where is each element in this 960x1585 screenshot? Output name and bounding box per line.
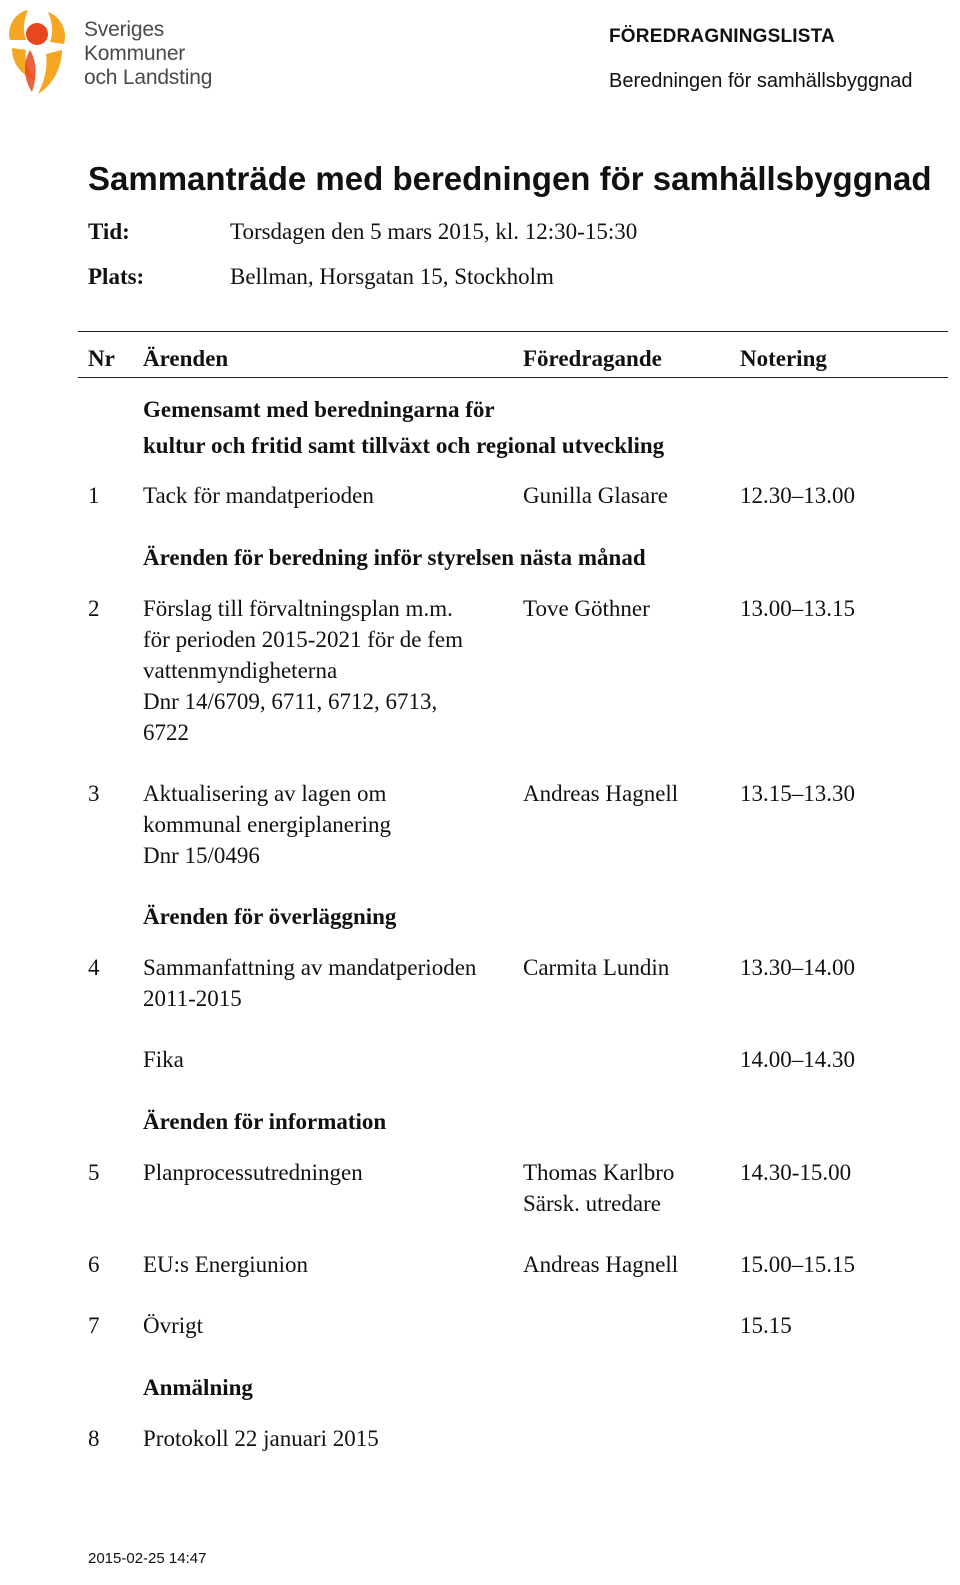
org-name-line-1: Sveriges (84, 18, 165, 41)
org-logo-mark-icon (2, 4, 72, 96)
item-number: 3 (88, 781, 100, 806)
place-label: Plats: (88, 264, 145, 289)
item-presenter: Andreas Hagnell (523, 1252, 679, 1277)
item-title: kommunal energiplanering (143, 812, 392, 837)
item-title: Övrigt (143, 1313, 204, 1338)
table-top-rule (78, 331, 948, 332)
section-heading: Ärenden för överläggning (143, 904, 397, 929)
item-time: 15.00–15.15 (740, 1252, 855, 1277)
item-number: 6 (88, 1252, 100, 1277)
item-title: 2011-2015 (143, 986, 242, 1011)
item-dnr: Dnr 15/0496 (143, 843, 260, 868)
item-dnr: Dnr 14/6709, 6711, 6712, 6713, (143, 689, 438, 714)
org-name-line-2: Kommuner (84, 42, 186, 65)
item-title: för perioden 2015-2021 för de fem (143, 627, 463, 652)
section-heading: kultur och fritid samt tillväxt och regional utveckling (143, 433, 665, 458)
item-number: 7 (88, 1313, 100, 1338)
time-label: Tid: (88, 219, 130, 244)
item-number: 4 (88, 955, 100, 980)
item-time: 13.15–13.30 (740, 781, 855, 806)
item-number: 2 (88, 596, 100, 621)
place-value: Bellman, Horsgatan 15, Stockholm (230, 264, 554, 289)
item-presenter: Carmita Lundin (523, 955, 670, 980)
document-subtitle: Beredningen för samhällsbyggnad (609, 70, 913, 92)
footer-timestamp: 2015-02-25 14:47 (88, 1550, 207, 1567)
item-number: 1 (88, 483, 100, 508)
column-header-foredragande: Föredragande (523, 346, 662, 371)
section-heading: Ärenden för beredning inför styrelsen nästa månad (143, 545, 646, 570)
item-number: 8 (88, 1426, 100, 1451)
column-header-notering: Notering (740, 346, 827, 371)
item-presenter: Tove Göthner (523, 596, 650, 621)
item-title: Aktualisering av lagen om (143, 781, 387, 806)
org-name-line-3: och Landsting (84, 66, 213, 89)
org-logo (2, 4, 242, 100)
column-header-nr: Nr (88, 346, 115, 371)
item-time: 14.00–14.30 (740, 1047, 855, 1072)
item-time: 13.00–13.15 (740, 596, 855, 621)
item-presenter: Gunilla Glasare (523, 483, 668, 508)
item-title: Förslag till förvaltningsplan m.m. (143, 596, 453, 621)
item-time: 14.30-15.00 (740, 1160, 852, 1185)
item-title: EU:s Energiunion (143, 1252, 309, 1277)
section-heading: Ärenden för information (143, 1109, 387, 1134)
item-time: 12.30–13.00 (740, 483, 855, 508)
item-title: Protokoll 22 januari 2015 (143, 1426, 379, 1451)
table-header-rule (78, 377, 948, 378)
item-time: 13.30–14.00 (740, 955, 855, 980)
item-title: Tack för mandatperioden (143, 483, 374, 508)
item-time: 15.15 (740, 1313, 792, 1338)
item-presenter: Andreas Hagnell (523, 781, 679, 806)
page-title: Sammanträde med beredningen för samhällsbyggnad (88, 160, 932, 197)
time-value: Torsdagen den 5 mars 2015, kl. 12:30-15:30 (230, 219, 638, 244)
column-header-arenden: Ärenden (143, 346, 229, 371)
item-number: 5 (88, 1160, 100, 1185)
item-dnr: 6722 (143, 720, 189, 745)
item-title: Fika (143, 1047, 184, 1072)
section-heading: Anmälning (143, 1375, 253, 1400)
item-presenter-role: Särsk. utredare (523, 1191, 661, 1216)
section-heading: Gemensamt med beredningarna för (143, 397, 495, 422)
item-title: Planprocessutredningen (143, 1160, 363, 1185)
item-presenter: Thomas Karlbro (523, 1160, 675, 1185)
document-type: FÖREDRAGNINGSLISTA (609, 26, 835, 47)
item-title: Sammanfattning av mandatperioden (143, 955, 477, 980)
item-title: vattenmyndigheterna (143, 658, 338, 683)
